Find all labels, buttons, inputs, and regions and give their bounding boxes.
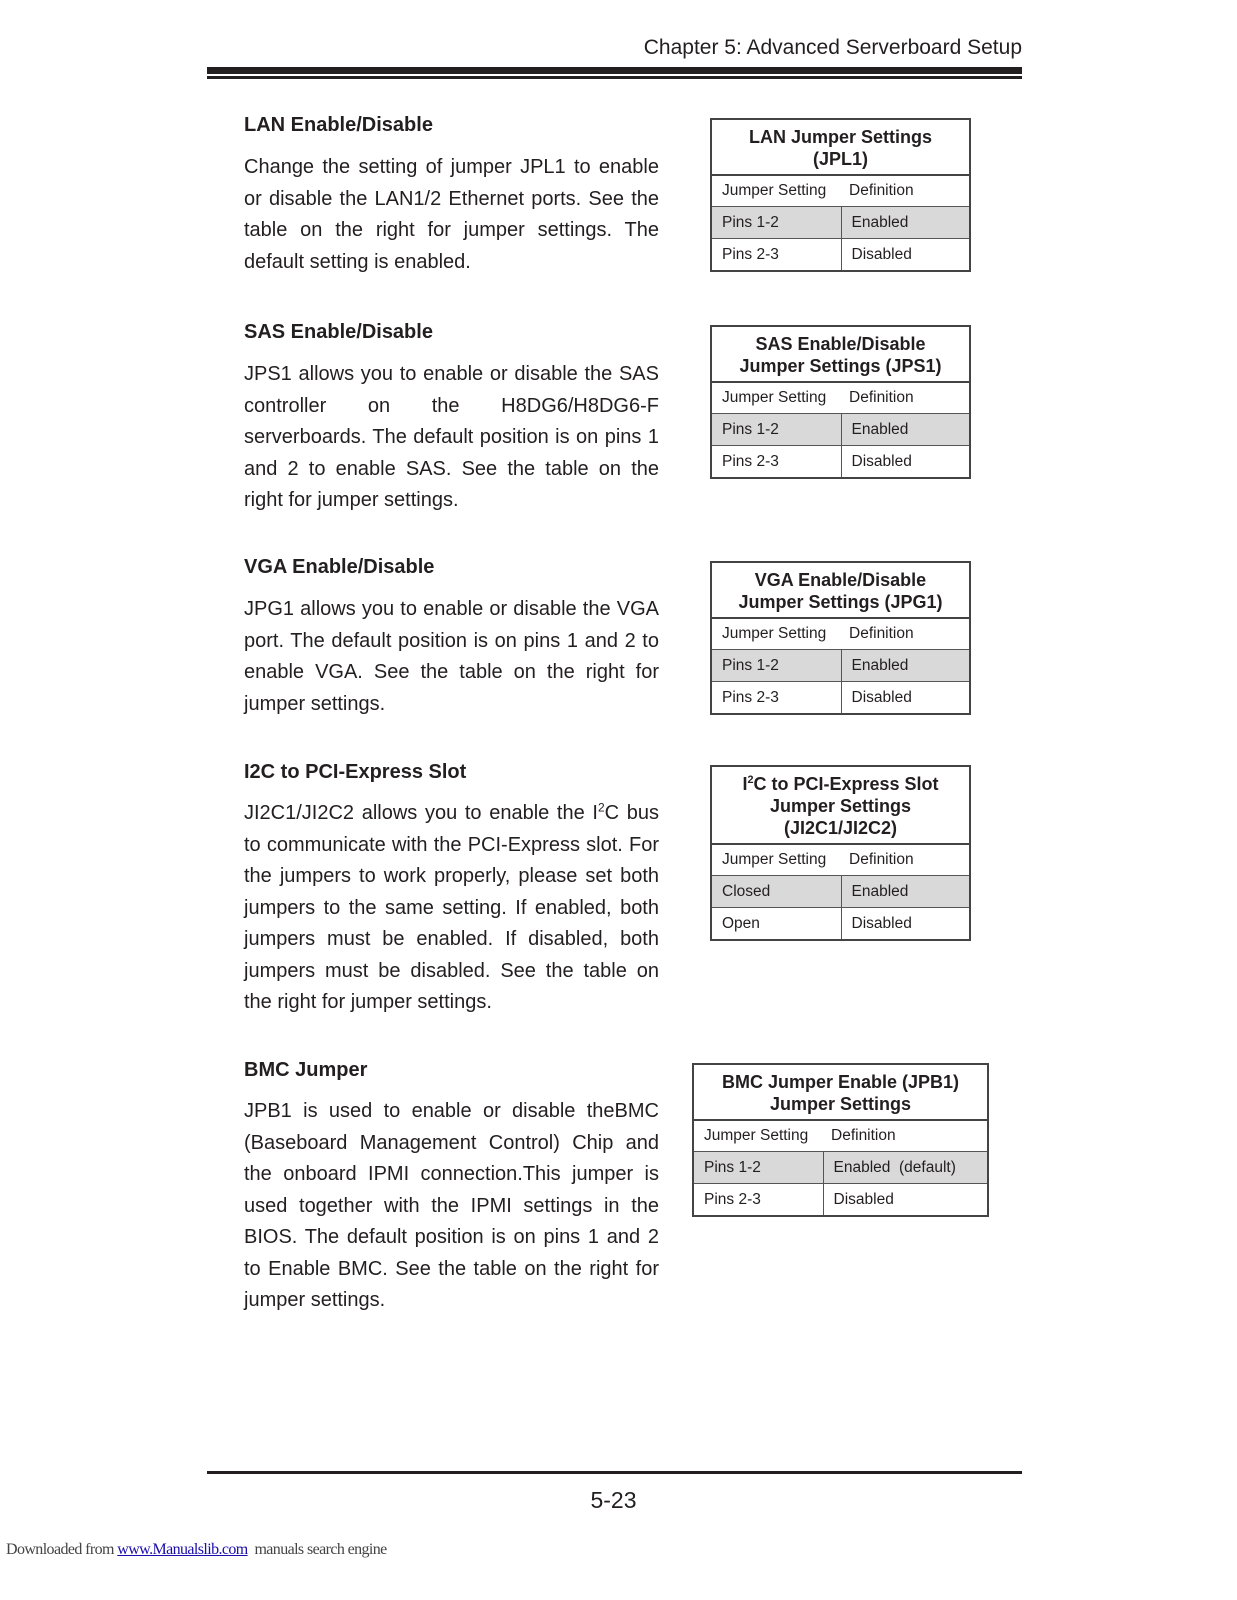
table-row: [693, 1184, 988, 1217]
table-cell: Pins 2-3: [711, 682, 841, 715]
table-row: [711, 414, 970, 446]
table-title-line: Jumper Settings (JPG1): [738, 592, 943, 612]
table-row: [711, 876, 970, 908]
table-cell: Pins 2-3: [693, 1184, 823, 1217]
section-title-lan: LAN Enable/Disable: [244, 114, 433, 136]
table-title-part: C to PCI-Express Slot: [753, 774, 939, 794]
column-header: Definition: [841, 382, 970, 414]
superscript: 2: [597, 800, 605, 815]
table-cell: Disabled: [841, 239, 970, 272]
table-title-line: BMC Jumper Enable (JPB1): [721, 1072, 960, 1092]
table-cell: Enabled: [841, 876, 970, 908]
table-title-line: Jumper Settings: [769, 1094, 912, 1114]
table-title: [711, 119, 970, 175]
table-cell: Pins 2-3: [711, 446, 841, 479]
column-header: Definition: [841, 175, 970, 207]
table-cell: Disabled: [841, 908, 970, 941]
table-cell: Pins 1-2: [693, 1152, 823, 1184]
column-header: Jumper Setting: [711, 618, 841, 650]
superscript: 2: [747, 774, 754, 786]
table-row: [711, 682, 970, 715]
table-title-line: Jumper Settings: [769, 796, 912, 816]
manualslib-link[interactable]: www.Manualslib.com: [117, 1541, 248, 1558]
table-cell: Enabled: [841, 414, 970, 446]
table-title: [711, 562, 970, 618]
header-rule-thin: [207, 76, 1022, 79]
section-body-vga: JPG1 allows you to enable or disable the VGA port. The default position is on pins 1 and 2 to enable VGA. See the table on the right for jumper settings.: [244, 598, 659, 715]
table-title-part: I: [742, 774, 748, 794]
table-cell: Pins 2-3: [711, 239, 841, 272]
table-row: [693, 1152, 988, 1184]
table-cell: Enabled: [841, 207, 970, 239]
table-cell: Open: [711, 908, 841, 941]
table-title-line: LAN Jumper Settings: [748, 127, 933, 147]
footer-rule: [207, 1471, 1022, 1474]
table-row: [711, 908, 970, 941]
column-header: Jumper Setting: [693, 1120, 823, 1152]
column-header: Jumper Setting: [711, 844, 841, 876]
body-text-part: JI2C1/JI2C2 allows you to enable the I: [244, 802, 598, 824]
table-cell: Pins 1-2: [711, 414, 841, 446]
table-row: [711, 239, 970, 272]
vga-jumper-table: [710, 561, 971, 715]
section-title-vga: VGA Enable/Disable: [244, 556, 435, 578]
section-body-sas: JPS1 allows you to enable or disable the SAS controller on the H8DG6/H8DG6-F serverboards. The default position is on pins 1 and 2 to enable SAS. See the table on the right for jumper settings.: [244, 363, 659, 511]
footer-prefix: Downloaded from: [6, 1541, 118, 1558]
table-cell: Pins 1-2: [711, 650, 841, 682]
table-cell: Disabled: [823, 1184, 988, 1217]
table-title: [693, 1064, 988, 1120]
table-row: [711, 207, 970, 239]
section-body-i2c: [244, 798, 659, 1019]
bmc-jumper-table: [692, 1063, 989, 1217]
column-header: Definition: [823, 1120, 988, 1152]
table-cell: Pins 1-2: [711, 207, 841, 239]
section-title-bmc: BMC Jumper: [244, 1059, 368, 1081]
section-body-lan: Change the setting of jumper JPL1 to enable or disable the LAN1/2 Ethernet ports. See the table on the right for jumper settings. The default setting is enabled.: [244, 156, 659, 273]
sas-jumper-table: [710, 325, 971, 479]
header-rule-thick: [207, 67, 1022, 74]
column-header: Definition: [841, 844, 970, 876]
table-title-line: SAS Enable/Disable: [755, 334, 926, 354]
table-cell: Disabled: [841, 682, 970, 715]
table-cell: Enabled: [841, 650, 970, 682]
lan-jumper-table: [710, 118, 971, 272]
table-title: [711, 326, 970, 382]
download-footer: [6, 1541, 387, 1559]
page-number: 5-23: [590, 1487, 637, 1513]
body-text-part: C bus to communicate with the PCI-Express slot. For the jumpers to work properly, please set both jumpers to the same setting. If enabled, both jumpers must be enabled. If disabled, both jumpers must be disabled. See the table on the right for jumper settings.: [244, 802, 659, 1013]
section-title-i2c: I2C to PCI-Express Slot: [244, 761, 467, 783]
table-title-line: (JPL1): [812, 149, 868, 169]
footer-suffix: manuals search engine: [247, 1541, 387, 1558]
section-body-bmc: JPB1 is used to enable or disable theBMC (Baseboard Management Control) Chip and the onboard IPMI connection.This jumper is used together with the IPMI settings in the BIOS. The default position is on pins 1 and 2 to Enable BMC. See the table on the right for jumper settings.: [244, 1100, 659, 1311]
column-header: Jumper Setting: [711, 382, 841, 414]
column-header: Definition: [841, 618, 970, 650]
table-cell: Enabled (default): [823, 1152, 988, 1184]
table-row: [711, 650, 970, 682]
section-title-sas: SAS Enable/Disable: [244, 321, 433, 343]
column-header: Jumper Setting: [711, 175, 841, 207]
table-cell: Closed: [711, 876, 841, 908]
table-title: [711, 766, 970, 844]
chapter-header: Chapter 5: Advanced Serverboard Setup: [643, 36, 1022, 59]
i2c-jumper-table: [710, 765, 971, 941]
table-row: [711, 446, 970, 479]
table-cell: Disabled: [841, 446, 970, 479]
table-title-line: (JI2C1/JI2C2): [783, 818, 898, 838]
table-title-line: Jumper Settings (JPS1): [739, 356, 942, 376]
table-title-line: VGA Enable/Disable: [754, 570, 927, 590]
